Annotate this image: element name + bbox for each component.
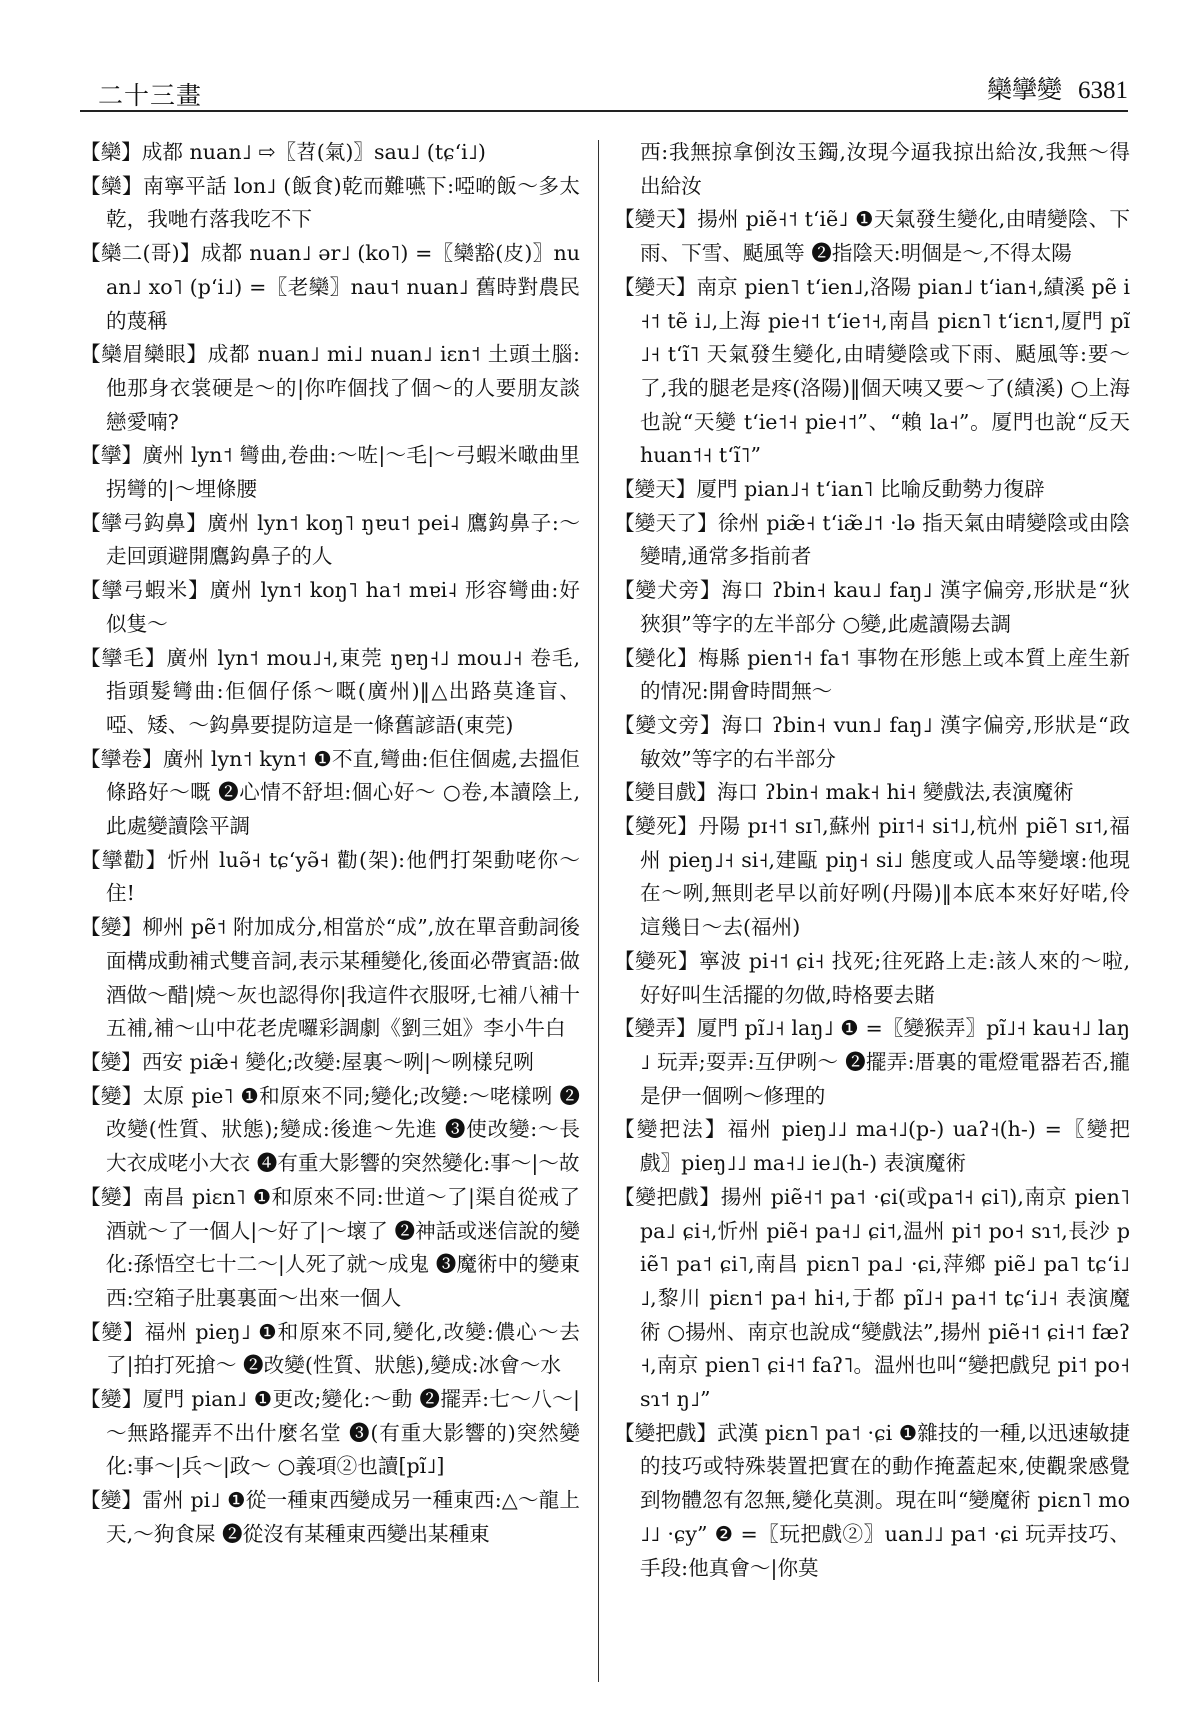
dictionary-entry: 【變把戲】武漢 piɛn˥ pa˦ ·ɕi ❶雜技的一種,以迅速敏捷的技巧或特殊裝置把實在的動作掩蓋起來,使觀衆感覺到物體忽有忽無,變化莫測。現在叫“變魔術 piɛn˥ mo˩˩ ·ɕy” ❷ =〖玩把戲②〗uan˩˩ pa˦ ·ɕi 玩弄技巧、手段:他真會～|你莫 xyxy=(614,1420,1130,1580)
dictionary-entry: 【變犬旁】海口 ʔbin˧ kau˩ faŋ˩ 漢字偏旁,形狀是“狄狹狽”等字的左半部分 ○變,此處讀陽去調 xyxy=(614,578,1130,636)
dictionary-entry: 【變天了】徐州 piæ̃˧ tʻiæ̃˩˦ ·lə 指天氣由晴變陰或由陰變晴,通常多指前者 xyxy=(614,510,1130,569)
dictionary-entry: 西:我無掠拿倒汝玉鐲,汝現今逼我掠出給汝,我無～得出給汝 xyxy=(640,140,1130,198)
dictionary-entry: 【變】南昌 piɛn˥ ❶和原來不同:世道～了|渠自從戒了酒就～了一個人|～好了|～壞了 ❷神話或迷信說的變化:孫悟空七十二～|人死了就～成鬼 ❸魔術中的變東西:空箱子肚裏裏面～出來一個人 xyxy=(80,1184,580,1310)
dictionary-entry: 【變】西安 piæ̃˧ 變化;改變:屋裏～咧|～咧樣兒咧 xyxy=(80,1049,534,1074)
head-characters: 欒攣變 xyxy=(986,75,1062,104)
section-header: 二十三畫 xyxy=(98,81,203,110)
running-head xyxy=(987,70,1128,106)
header-rule xyxy=(80,110,1128,112)
dictionary-entry: 【欒二(哥)】成都 nuan˩ ər˩ (ko˥) =〖欒豁(皮)〗nuan˩ xo˥ (pʻi˩) =〖老欒〗nau˦ nuan˩ 舊時對農民的蔑稱 xyxy=(80,241,580,333)
dictionary-entry: 【攣弓蝦米】廣州 lyn˦ koŋ˥ ha˦ mɐi˨ 形容彎曲:好似隻～ xyxy=(80,578,580,636)
dictionary-entry: 【欒】南寧平話 lon˩ (飯食)乾而難嚥下:啞啲飯～多太乾，我哋冇落我吃不下 xyxy=(80,173,580,232)
dictionary-entry: 【欒】成都 nuan˩ ⇨〖苕(氣)〗sau˩ (tɕʻi˩) xyxy=(80,140,486,164)
dictionary-entry: 【變】雷州 pi˩ ❶從一種東西變成另一種東西:△～龍上天,～狗食屎 ❷從沒有某種東西變出某種東 xyxy=(80,1488,580,1546)
dictionary-entry: 【變天】揚州 piẽ˧˦ tʻiẽ˩ ❶天氣發生變化,由晴變陰、下雨、下雪、颳風等 ❷指陰天:明個是～,不得太陽 xyxy=(614,207,1130,266)
dictionary-entry: 【變把戲】揚州 piẽ˧˦ pa˦ ·ɕi(或pa˦˧ ɕi˥),南京 pien˥ pa˩ ɕi˧,忻州 piẽ˧ pa˧˩ ɕi˦,温州 pi˦ po˧ sɿ˦,長沙 piẽ˥ pa˦ ɕi˥,南昌 piɛn˥ pa˩ ·ɕi,萍鄉 piẽ˩ pa˥ tɕʻi˩˩,黎川 piɛn˦ pa˧ hi˧,于都 pĩ˩˧ pa˧˦ tɕʻi˩˧ 表演魔術 ○揚州、南京也說成“變戲法”,揚州 piẽ˧˦ ɕi˧˦ fæʔ˧,南京 pien˥ ɕi˧˦ faʔ˥。温州也叫“變把戲兒 pi˦ po˧ sɿ˦ ŋ˩” xyxy=(614,1184,1130,1412)
dictionary-entry: 【變死】丹陽 pɪ˧˦ sɪ˥,蘇州 piɪ˦˧ si˦˩,杭州 piẽ˥ sɪ˦,福州 pieŋ˩˧ si˧,建甌 piŋ˧ si˩ 態度或人品等變壞:他現在～咧,無則老早以前好咧(丹陽)‖本底本來好好喏,伶這幾日～去(福州) xyxy=(614,814,1130,940)
dictionary-entry: 【攣勸】忻州 luə̃˧ tɕʻyə̃˧ 勸(架):他們打架動咾你～住! xyxy=(80,847,580,906)
column-divider xyxy=(598,140,599,1682)
dictionary-entry: 【變弄】厦門 pĩ˩˧ laŋ˩ ❶ =〖變猴弄〗pĩ˩˧ kau˧˩ laŋ˩ 玩弄;耍弄:互伊咧～ ❷擺弄:厝裏的電燈電器若否,攏是伊一個咧～修理的 xyxy=(614,1016,1130,1108)
dictionary-entry: 【攣毛】廣州 lyn˦ mou˩˧,東莞 ŋɐŋ˧˩ mou˩˧ 卷毛,指頭髮彎曲:佢個仔係～嘅(廣州)‖△出路莫逢盲、啞、矮、～鈎鼻要提防這是一條舊諺語(東莞) xyxy=(80,645,580,737)
dictionary-entry: 【變化】梅縣 pien˦˧ fa˦ 事物在形態上或本質上産生新的情况:開會時間無～ xyxy=(614,645,1130,704)
dictionary-entry: 【變目戲】海口 ʔbin˧ mak˧ hi˧ 變戲法,表演魔術 xyxy=(614,780,1074,805)
dictionary-entry: 【變】福州 pieŋ˩ ❶和原來不同,變化,改變:儂心～去了|拍打死搶～ ❷改變(性質、狀態),變成:冰會～水 xyxy=(80,1319,580,1378)
dictionary-entry: 【變把法】福州 pieŋ˩˩ ma˧˩(p-) uaʔ˧(h-) =〖變把戲〗pieŋ˩˩ ma˧˩ ie˩(h-) 表演魔術 xyxy=(614,1117,1130,1176)
dictionary-entry: 【攣】廣州 lyn˦ 彎曲,卷曲:～咗|～毛|～弓蝦米噉曲里拐彎的|～埋條腰 xyxy=(80,443,580,502)
dictionary-entry: 【變】柳州 pẽ˦ 附加成分,相當於“成”,放在單音動詞後面構成動補式雙音詞,表示某種變化,後面必帶賓語:做酒做～醋|燒～灰也認得你|我這件衣服呀,七補八補十五補,補～山中花老虎囉彩調劇《劉三姐》李小牛白 xyxy=(80,915,580,1041)
page-number: 6381 xyxy=(1078,77,1128,104)
dictionary-entry: 【攣弓鈎鼻】廣州 lyn˦ koŋ˥ ŋɐu˦ pei˨ 鷹鈎鼻子:～走回頭避開鷹鈎鼻子的人 xyxy=(80,510,580,569)
dictionary-entry: 【變】太原 pie˥ ❶和原來不同;變化;改變:～咾樣咧 ❷改變(性質、狀態);變成:後進～先進 ❸使改變:～長大衣成咾小大衣 ❹有重大影響的突然變化:事～|～故 xyxy=(80,1083,580,1176)
dictionary-entry: 【變】厦門 pian˩ ❶更改;變化:～動 ❷擺弄:七～八～|～無路擺弄不出什麼名堂 ❸(有重大影響的)突然變化:事～|兵～|政～ ○義項②也讀[pĩ˩] xyxy=(80,1387,580,1479)
dictionary-entry: 【攣卷】廣州 lyn˦ kyn˦ ❶不直,彎曲:佢住個處,去搵佢條路好～嘅 ❷心情不舒坦:個心好～ ○卷,本讀陰上,此處變讀陰平調 xyxy=(80,746,580,839)
dictionary-entry: 【欒眉欒眼】成都 nuan˩ mi˩ nuan˩ iɛn˦ 土頭土腦:他那身衣裳硬是～的|你咋個找了個～的人要朋友談戀愛喃? xyxy=(80,342,580,434)
dictionary-entry: 【變死】寧波 pi˧˦ ɕi˧ 找死;往死路上走:該人來的～啦,好好叫生活擺的勿做,時格要去賭 xyxy=(614,948,1130,1007)
right-column xyxy=(614,136,1130,1585)
left-column xyxy=(80,136,580,1552)
dictionary-entry: 【變文旁】海口 ʔbin˧ vun˩ faŋ˩ 漢字偏旁,形狀是“政敏效”等字的右半部分 xyxy=(614,712,1130,771)
dictionary-entry: 【變天】厦門 pian˩˧ tʻian˥ 比喻反動勢力復辟 xyxy=(614,477,1045,502)
dictionary-entry: 【變天】南京 pien˥ tʻien˩,洛陽 pian˩ tʻian˧,績溪 pẽ i˧˦ tẽ i˩,上海 pie˧˦ tʻie˦˧,南昌 piɛn˥ tʻiɛn˦,厦門 pĩ˩˧ tʻĩ˥ 天氣發生變化,由晴變陰或下雨、颳風等:要～了,我的腿老是疼(洛陽)‖個天咦又要～了(績溪) ○上海也說“天變 tʻie˦˧ pie˧˦”、“賴 la˧”。厦門也說“反天 huan˦˧ tʻĩ˥” xyxy=(614,274,1130,468)
